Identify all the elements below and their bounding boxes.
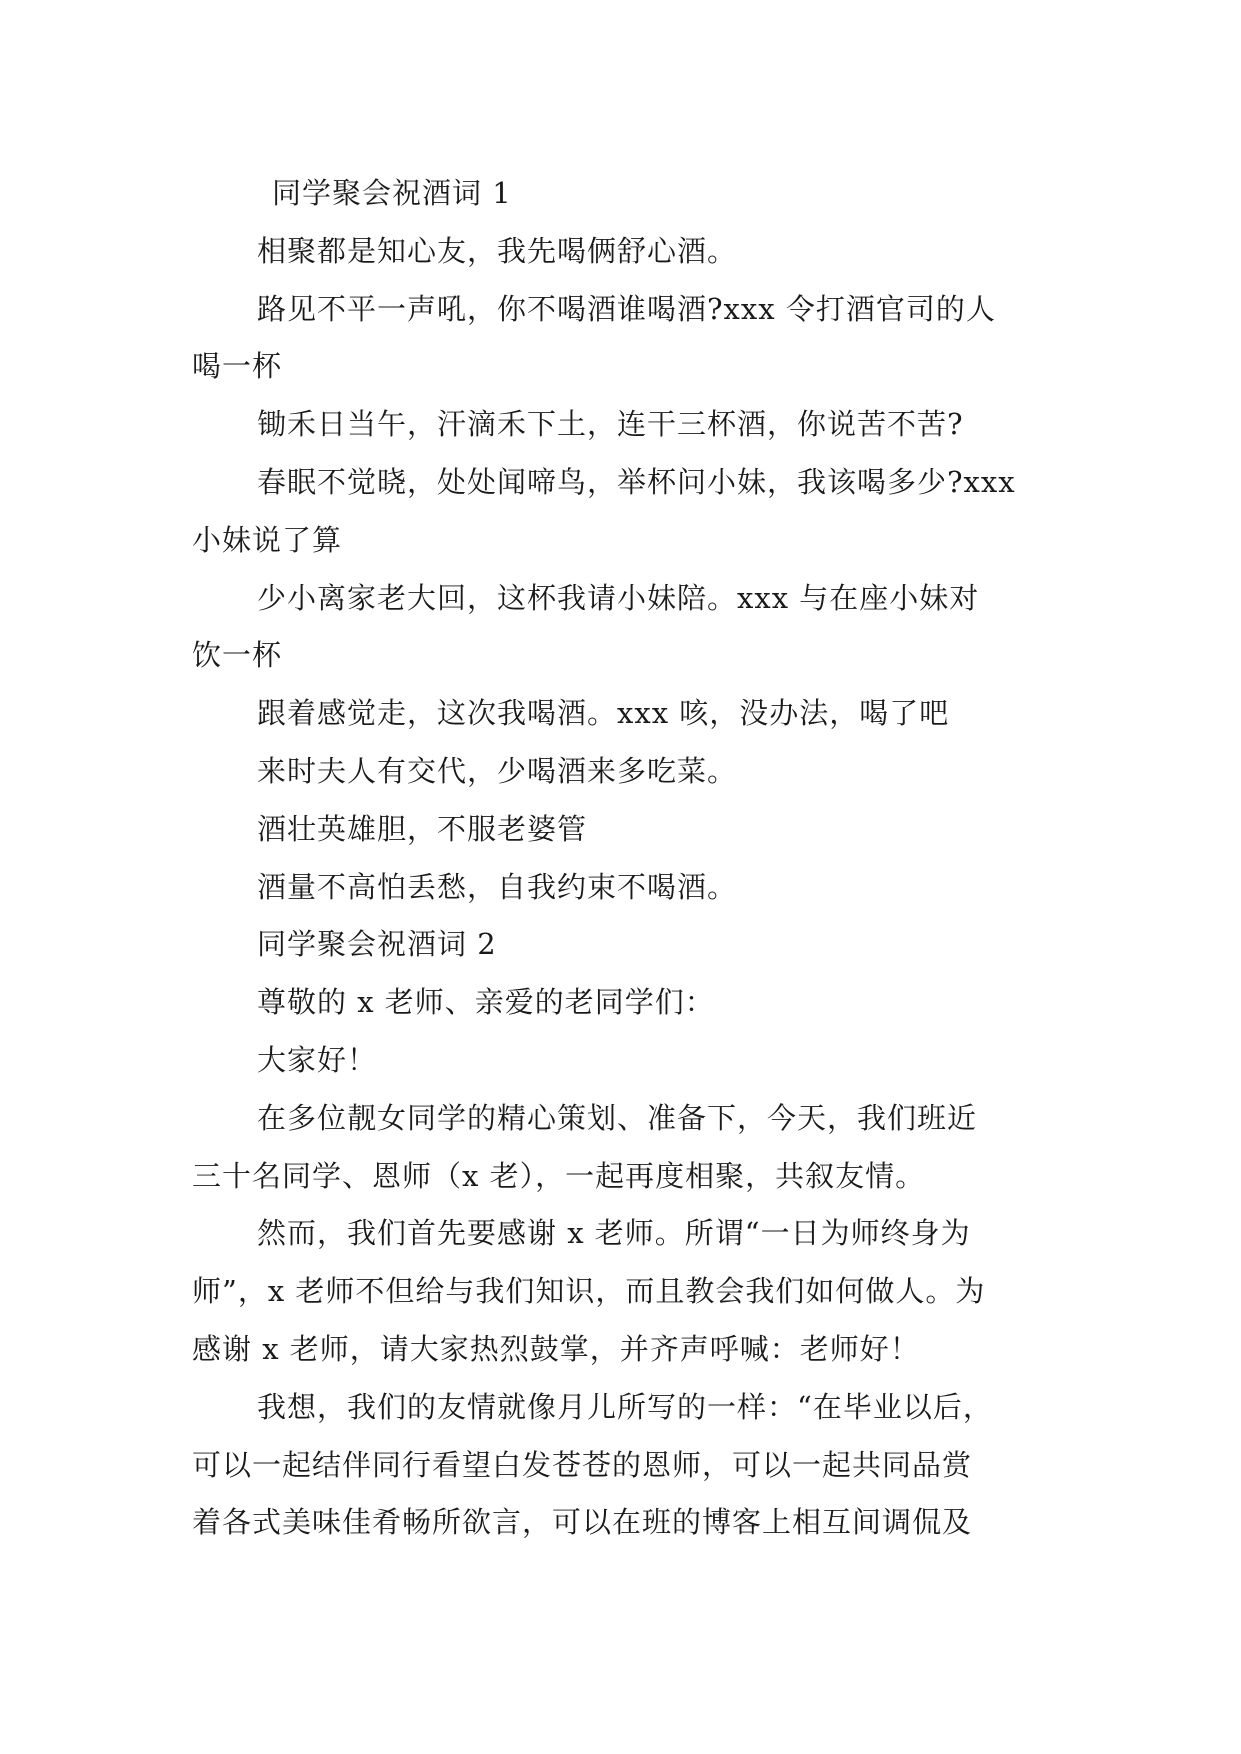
paragraph-line: 然而，我们首先要感谢 x 老师。所谓“一日为师终身为 bbox=[257, 1216, 971, 1251]
document-body bbox=[192, 165, 1052, 1552]
paragraph-line: 喝一杯 bbox=[192, 349, 283, 384]
paragraph-line: 相聚都是知心友，我先喝俩舒心酒。 bbox=[257, 233, 738, 268]
paragraph-line: 着各式美味佳肴畅所欲言，可以在班的博客上相互间调侃及 bbox=[192, 1505, 973, 1540]
paragraph-line: 锄禾日当午，汗滴禾下土，连干三杯酒，你说苦不苦? bbox=[257, 407, 964, 442]
section-title-2: 同学聚会祝酒词 2 bbox=[257, 927, 497, 962]
paragraph-line: 感谢 x 老师，请大家热烈鼓掌，并齐声呼喊：老师好！ bbox=[192, 1331, 920, 1366]
paragraph-line: 酒壮英雄胆，不服老婆管 bbox=[257, 811, 588, 846]
paragraph-line: 可以一起结伴同行看望白发苍苍的恩师，可以一起共同品赏 bbox=[192, 1447, 973, 1482]
paragraph-line: 少小离家老大回，这杯我请小妹陪。xxx 与在座小妹对 bbox=[257, 580, 980, 615]
paragraph-line: 来时夫人有交代，少喝酒来多吃菜。 bbox=[257, 753, 738, 788]
paragraph-line: 路见不平一声吼，你不喝酒谁喝酒?xxx 令打酒官司的人 bbox=[257, 291, 996, 326]
paragraph-line: 在多位靓女同学的精心策划、准备下，今天，我们班近 bbox=[257, 1100, 978, 1135]
salutation: 尊敬的 x 老师、亲爱的老同学们： bbox=[257, 985, 715, 1020]
paragraph-line: 师”，x 老师不但给与我们知识，而且教会我们如何做人。为 bbox=[192, 1274, 986, 1309]
paragraph-line: 春眠不觉晓，处处闻啼鸟，举杯问小妹，我该喝多少?xxx bbox=[257, 464, 1016, 499]
paragraph-line: 小妹说了算 bbox=[192, 522, 343, 557]
paragraph-line: 三十名同学、恩师（x 老），一起再度相聚，共叙友情。 bbox=[192, 1158, 926, 1193]
paragraph-line: 跟着感觉走，这次我喝酒。xxx 咳，没办法，喝了吧 bbox=[257, 696, 950, 731]
paragraph-line: 饮一杯 bbox=[192, 638, 283, 673]
paragraph-line: 酒量不高怕丢愁，自我约束不喝酒。 bbox=[257, 869, 738, 904]
paragraph-line: 我想，我们的友情就像月儿所写的一样：“在毕业以后， bbox=[257, 1389, 993, 1424]
section-title-1: 同学聚会祝酒词 1 bbox=[272, 176, 512, 210]
greeting: 大家好！ bbox=[257, 1042, 378, 1077]
